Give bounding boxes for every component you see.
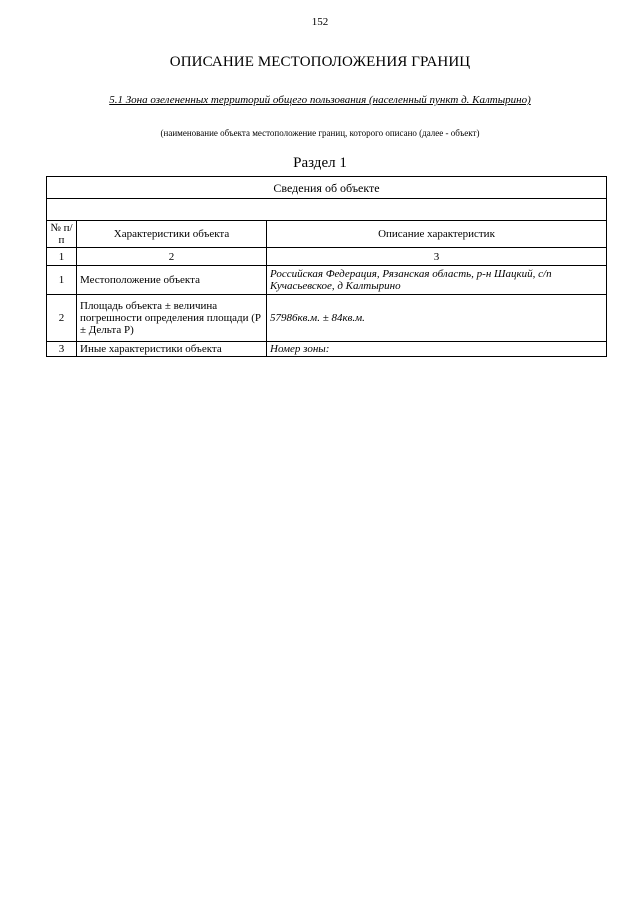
row-number: 3 — [47, 342, 77, 357]
section-title: Раздел 1 — [293, 155, 347, 171]
table-row — [47, 342, 607, 357]
document-title: ОПИСАНИЕ МЕСТОПОЛОЖЕНИЯ ГРАНИЦ — [169, 54, 471, 70]
table-row — [47, 295, 607, 342]
object-name-caption: (наименование объекта местоположение границ, которого описано (далее - объект) — [160, 128, 480, 138]
table-header-row — [47, 177, 607, 199]
row-description: Номер зоны: — [267, 342, 607, 357]
table-blank-cell — [47, 199, 607, 221]
column-headers-row — [47, 221, 607, 248]
row-number: 1 — [47, 266, 77, 295]
table-blank-row — [47, 199, 607, 221]
table-header: Сведения об объекте — [47, 177, 607, 199]
row-characteristic: Иные характеристики объекта — [77, 342, 267, 357]
column-header-characteristic: Характеристики объекта — [77, 221, 267, 248]
row-characteristic: Местоположение объекта — [77, 266, 267, 295]
row-characteristic: Площадь объекта ± величина погрешности определения площади (Р ± Дельта Р) — [77, 295, 267, 342]
object-name: 5.1 Зона озелененных территорий общего пользования (населенный пункт д. Калтырино) — [109, 94, 531, 106]
column-header-number: № п/п — [47, 221, 77, 248]
table-row — [47, 266, 607, 295]
object-info-table — [46, 176, 607, 357]
row-description: Российская Федерация, Рязанская область, р-н Шацкий, с/п Кучасьевское, д Калтырино — [267, 266, 607, 295]
column-number-1: 1 — [47, 248, 77, 266]
column-number-3: 3 — [267, 248, 607, 266]
column-numbers-row — [47, 248, 607, 266]
column-number-2: 2 — [77, 248, 267, 266]
row-description: 57986кв.м. ± 84кв.м. — [267, 295, 607, 342]
row-number: 2 — [47, 295, 77, 342]
page-number: 152 — [311, 16, 329, 28]
column-header-description: Описание характеристик — [267, 221, 607, 248]
